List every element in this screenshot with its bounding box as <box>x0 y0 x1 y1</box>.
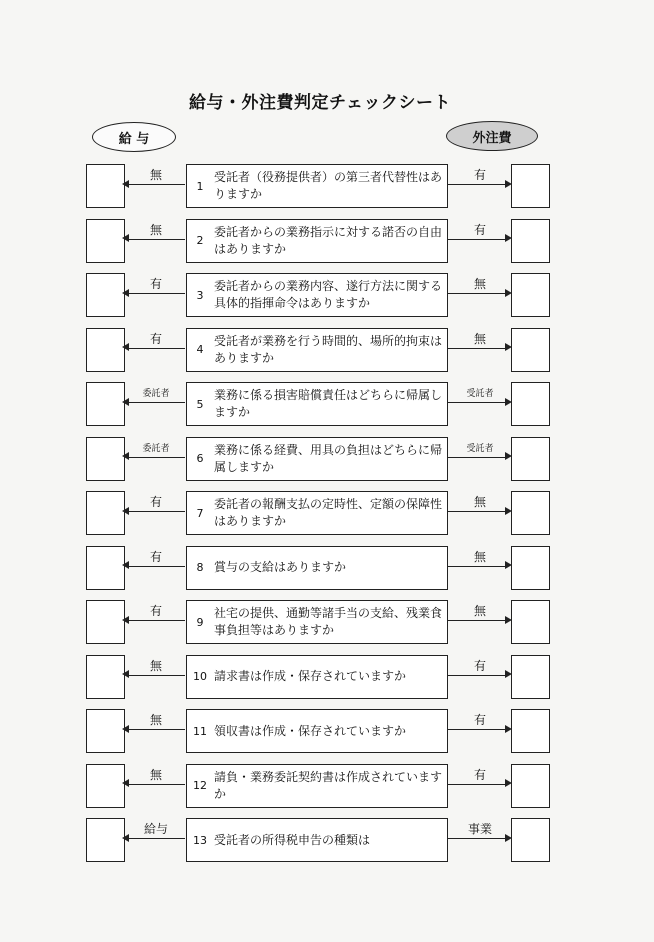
left-arrow-icon <box>127 675 185 676</box>
outsourcing-answer-label: 無 <box>473 549 486 564</box>
right-arrow-icon <box>448 838 506 839</box>
question-text: 請負・業務委託契約書は作成されていますか <box>214 769 443 801</box>
left-arrow-icon <box>127 402 185 403</box>
salary-answer-label: 無 <box>149 767 162 782</box>
salary-answer-label: 有 <box>149 277 162 291</box>
question-number: 1 <box>196 179 204 193</box>
question-box <box>186 655 448 699</box>
outsourcing-answer-label: 有 <box>473 222 486 237</box>
outsourcing-answer-label: 事業 <box>467 822 492 836</box>
question-box <box>186 382 448 426</box>
salary-answer-label: 委託者 <box>142 443 170 454</box>
salary-checkbox[interactable] <box>86 491 125 535</box>
outsourcing-checkbox[interactable] <box>511 655 550 699</box>
salary-answer-label: 無 <box>149 713 162 727</box>
salary-checkbox[interactable] <box>86 818 125 862</box>
left-arrow-icon <box>127 620 185 621</box>
outsourcing-heading: 外注費 <box>446 121 538 151</box>
outsourcing-checkbox[interactable] <box>511 219 550 263</box>
right-arrow-icon <box>448 784 506 785</box>
outsourcing-checkbox[interactable] <box>511 273 550 317</box>
question-text: 委託者からの業務指示に対する諾否の自由はありますか <box>214 224 443 256</box>
question-number: 12 <box>193 779 207 792</box>
question-text: 請求書は作成・保存されていますか <box>214 669 407 684</box>
salary-checkbox[interactable] <box>86 328 125 372</box>
question-box <box>186 764 448 808</box>
left-arrow-icon <box>127 184 185 185</box>
question-text: 賞与の支給はありますか <box>214 560 347 575</box>
question-number: 10 <box>193 670 207 683</box>
outsourcing-checkbox[interactable] <box>511 709 550 753</box>
salary-answer-label: 有 <box>149 331 162 346</box>
question-number: 7 <box>196 506 204 520</box>
question-row <box>0 600 654 644</box>
question-row <box>0 328 654 372</box>
left-arrow-icon <box>127 566 185 567</box>
question-row <box>0 164 654 208</box>
salary-answer-label: 有 <box>149 549 162 564</box>
right-arrow-icon <box>448 348 506 349</box>
question-number: 8 <box>196 561 204 574</box>
question-box <box>186 273 448 317</box>
salary-checkbox[interactable] <box>86 655 125 699</box>
right-arrow-icon <box>448 511 506 512</box>
left-arrow-icon <box>127 457 185 458</box>
question-row <box>0 709 654 753</box>
question-row <box>0 818 654 862</box>
question-list <box>0 164 654 873</box>
salary-answer-label: 無 <box>149 222 162 237</box>
page-title: 給与・外注費判定チェックシート <box>189 93 451 113</box>
right-arrow-icon <box>448 675 506 676</box>
salary-checkbox[interactable] <box>86 382 125 426</box>
question-row <box>0 655 654 699</box>
salary-checkbox[interactable] <box>86 164 125 208</box>
outsourcing-answer-label: 有 <box>473 767 486 782</box>
question-row <box>0 219 654 263</box>
salary-checkbox[interactable] <box>86 437 125 481</box>
outsourcing-checkbox[interactable] <box>511 600 550 644</box>
question-box <box>186 328 448 372</box>
right-arrow-icon <box>448 620 506 621</box>
question-row <box>0 546 654 590</box>
right-arrow-icon <box>448 239 506 240</box>
right-arrow-icon <box>448 293 506 294</box>
question-text: 領収書は作成・保存されていますか <box>214 723 407 738</box>
question-number: 5 <box>196 397 204 411</box>
question-row <box>0 382 654 426</box>
outsourcing-answer-label: 有 <box>473 658 486 673</box>
salary-answer-label: 有 <box>149 604 162 618</box>
salary-heading: 給 与 <box>92 122 176 152</box>
right-arrow-icon <box>448 729 506 730</box>
outsourcing-checkbox[interactable] <box>511 164 550 208</box>
question-text: 社宅の提供、通勤等諸手当の支給、残業食事負担等はありますか <box>214 606 443 637</box>
outsourcing-answer-label: 受託者 <box>466 443 494 454</box>
outsourcing-checkbox[interactable] <box>511 491 550 535</box>
right-arrow-icon <box>448 457 506 458</box>
outsourcing-checkbox[interactable] <box>511 546 550 590</box>
outsourcing-checkbox[interactable] <box>511 382 550 426</box>
question-text: 受託者が業務を行う時間的、場所的拘束はありますか <box>214 333 443 365</box>
question-box <box>186 546 448 590</box>
outsourcing-checkbox[interactable] <box>511 437 550 481</box>
question-number: 4 <box>196 343 204 356</box>
outsourcing-answer-label: 無 <box>473 604 486 618</box>
question-text: 委託者の報酬支払の定時性、定額の保障性はありますか <box>214 497 443 528</box>
left-arrow-icon <box>127 348 185 349</box>
question-row <box>0 437 654 481</box>
outsourcing-checkbox[interactable] <box>511 328 550 372</box>
question-text: 業務に係る経費、用具の負担はどちらに帰属しますか <box>214 442 443 474</box>
question-number: 11 <box>193 724 207 738</box>
question-box <box>186 709 448 753</box>
question-row <box>0 273 654 317</box>
question-row <box>0 491 654 535</box>
question-text: 委託者からの業務内容、遂行方法に関する具体的指揮命令はありますか <box>214 279 443 310</box>
question-number: 2 <box>196 234 204 247</box>
salary-answer-label: 給与 <box>143 822 168 836</box>
question-number: 6 <box>196 452 204 465</box>
salary-checkbox[interactable] <box>86 273 125 317</box>
right-arrow-icon <box>448 566 506 567</box>
left-arrow-icon <box>127 293 185 294</box>
left-arrow-icon <box>127 838 185 839</box>
question-box <box>186 164 448 208</box>
outsourcing-answer-label: 有 <box>473 168 486 182</box>
right-arrow-icon <box>448 184 506 185</box>
left-arrow-icon <box>127 729 185 730</box>
right-arrow-icon <box>448 402 506 403</box>
outsourcing-answer-label: 無 <box>473 277 486 291</box>
left-arrow-icon <box>127 784 185 785</box>
question-number: 9 <box>196 615 204 629</box>
outsourcing-answer-label: 無 <box>473 495 486 509</box>
salary-answer-label: 委託者 <box>142 389 170 399</box>
question-box <box>186 491 448 535</box>
outsourcing-answer-label: 無 <box>473 331 486 346</box>
question-box <box>186 437 448 481</box>
outsourcing-checkbox[interactable] <box>511 764 550 808</box>
salary-answer-label: 有 <box>149 495 162 509</box>
question-box <box>186 818 448 862</box>
question-text: 業務に係る損害賠償責任はどちらに帰属しますか <box>214 388 443 419</box>
salary-answer-label: 無 <box>149 168 162 182</box>
outsourcing-checkbox[interactable] <box>511 818 550 862</box>
salary-checkbox[interactable] <box>86 219 125 263</box>
question-number: 13 <box>193 833 207 847</box>
question-text: 受託者（役務提供者）の第三者代替性はありますか <box>214 170 443 201</box>
question-text: 受託者の所得税申告の種類は <box>214 832 371 847</box>
outsourcing-answer-label: 受託者 <box>466 389 494 399</box>
question-box <box>186 600 448 644</box>
left-arrow-icon <box>127 511 185 512</box>
outsourcing-answer-label: 有 <box>473 713 486 727</box>
question-number: 3 <box>196 288 204 302</box>
salary-checkbox[interactable] <box>86 546 125 590</box>
question-row <box>0 764 654 808</box>
salary-checkbox[interactable] <box>86 600 125 644</box>
salary-checkbox[interactable] <box>86 764 125 808</box>
left-arrow-icon <box>127 239 185 240</box>
question-box <box>186 219 448 263</box>
salary-checkbox[interactable] <box>86 709 125 753</box>
salary-answer-label: 無 <box>149 658 162 673</box>
